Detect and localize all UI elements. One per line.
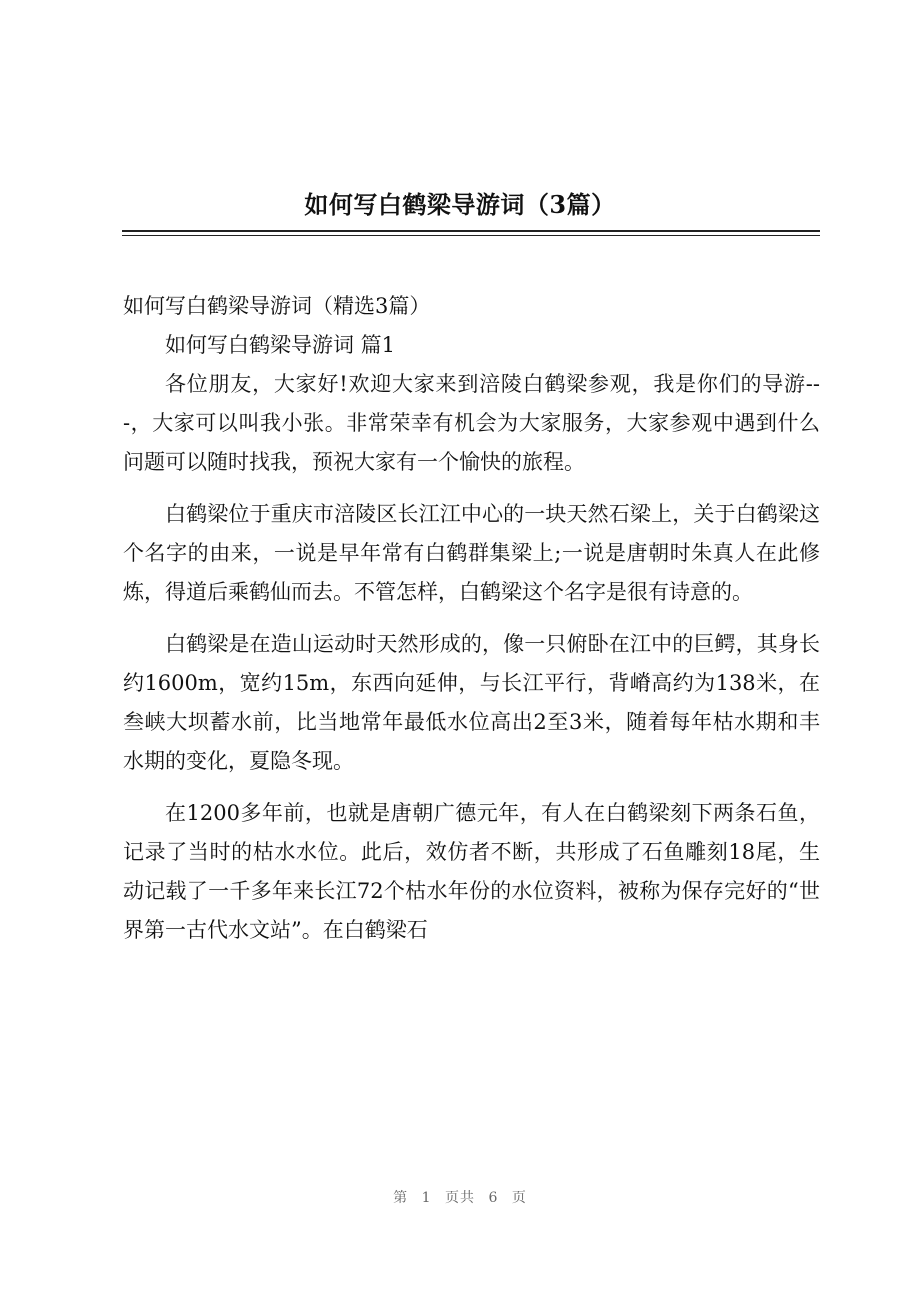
title-rule-thick [122,230,820,232]
paragraph-3: 白鹤梁是在造山运动时天然形成的，像一只俯卧在江中的巨鳄，其身长约1600m，宽约15m，东西向延伸，与长江平行，背嵴高约为138米，在叁峡大坝蓄水前，比当地常年最低水位高出2至3米，随着每年枯水期和丰水期的变化，夏隐冬现。 [123,632,820,773]
paragraph-4: 在1200多年前，也就是唐朝广德元年，有人在白鹤梁刻下两条石鱼，记录了当时的枯水水位。此后，效仿者不断，共形成了石鱼雕刻18尾，生动记载了一千多年来长江72个枯水年份的水位资料，被称为保存完好的“世界第一古代水文站”。在白鹤梁石 [123,801,820,942]
footer-middle: 页共 [445,1190,475,1206]
section-heading: 如何写白鹤梁导游词 篇1 [165,333,396,357]
page-footer [0,1187,920,1207]
document-body [123,287,820,963]
footer-total-pages: 6 [488,1190,499,1206]
paragraph-2: 白鹤梁位于重庆市涪陵区长江江中心的一块天然石梁上，关于白鹤梁这个名字的由来，一说是早年常有白鹤群集梁上;一说是唐朝时朱真人在此修炼，得道后乘鹤仙而去。不管怎样，白鹤梁这个名字是很有诗意的。 [123,502,820,604]
footer-suffix: 页 [511,1190,527,1206]
paragraph-1: 各位朋友，大家好!欢迎大家来到涪陵白鹤梁参观，我是你们的导游---，大家可以叫我小张。非常荣幸有机会为大家服务，大家参观中遇到什么问题可以随时找我，预祝大家有一个愉快的旅程。 [123,372,820,474]
document-subtitle: 如何写白鹤梁导游词（精选3篇） [123,294,431,318]
title-rule-thin [122,235,820,236]
document-title: 如何写白鹤梁导游词（3篇） [304,190,616,219]
footer-page-number: 1 [421,1190,432,1206]
footer-prefix: 第 [393,1190,409,1206]
